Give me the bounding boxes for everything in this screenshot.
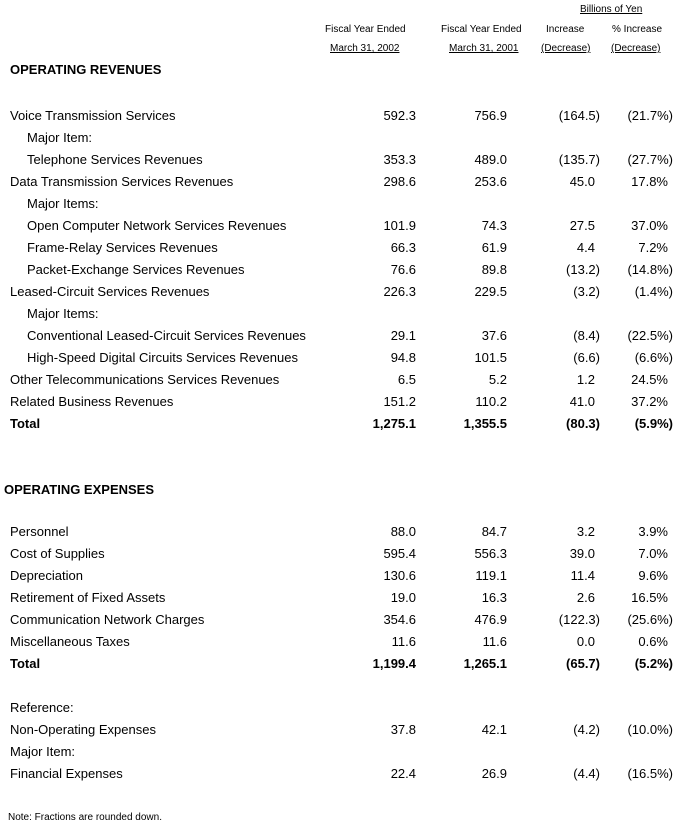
value-fy2002: 298.6: [383, 174, 416, 189]
row-label: Data Transmission Services Revenues: [10, 174, 234, 189]
table-row: [0, 108, 680, 130]
table-row: [0, 744, 680, 766]
table-row: [0, 546, 680, 568]
value-fy2002: 19.0: [390, 590, 416, 605]
value-fy2002: 353.3: [383, 152, 416, 167]
value-change: 41.0: [569, 394, 595, 409]
col3-header-line2: (Decrease): [541, 43, 591, 54]
value-fy2001: 11.6: [482, 634, 507, 649]
value-fy2001: 1,355.5: [463, 416, 507, 431]
row-label: Major Item:: [10, 744, 76, 759]
table-row: [0, 612, 680, 634]
row-label: Major Items:: [27, 196, 99, 211]
value-fy2001: 119.1: [475, 568, 507, 583]
row-label: Financial Expenses: [10, 766, 123, 781]
row-label: Total: [10, 656, 41, 671]
table-row: [0, 590, 680, 612]
value-change: (4.4): [573, 766, 600, 781]
value-fy2001: 229.5: [474, 284, 507, 299]
col3-header-line1: Increase: [546, 24, 585, 35]
value-fy2002: 37.8: [390, 722, 416, 737]
table-row: [0, 306, 680, 328]
row-label: Voice Transmission Services: [10, 108, 176, 123]
value-pct-change: (25.6%): [627, 612, 673, 627]
row-label: Packet-Exchange Services Revenues: [27, 262, 245, 277]
value-fy2002: 354.6: [383, 612, 416, 627]
row-label: Reference:: [10, 700, 74, 715]
value-fy2002: 76.6: [390, 262, 416, 277]
value-fy2001: 61.9: [481, 240, 507, 255]
value-change: 2.6: [576, 590, 595, 605]
row-label: Major Items:: [27, 306, 99, 321]
value-pct-change: 37.2%: [631, 394, 668, 409]
col2-header-line1: Fiscal Year Ended: [441, 24, 522, 35]
table-row: [0, 328, 680, 350]
col1-header-line2: March 31, 2002: [330, 43, 400, 54]
value-pct-change: (6.6%): [634, 350, 673, 365]
total-row: [0, 656, 680, 678]
value-change: (80.3): [566, 416, 600, 431]
row-label: Depreciation: [10, 568, 83, 583]
unit-label: Billions of Yen: [580, 4, 643, 15]
value-fy2002: 1,199.4: [372, 656, 416, 671]
col4-header-line1: % Increase: [612, 24, 663, 35]
value-pct-change: (22.5%): [627, 328, 673, 343]
value-change: 39.0: [569, 546, 595, 561]
value-fy2002: 595.4: [383, 546, 416, 561]
value-pct-change: (5.2%): [634, 656, 673, 671]
table-row: [0, 130, 680, 152]
value-fy2001: 110.2: [475, 394, 507, 409]
table-row: [0, 284, 680, 306]
row-label: Telephone Services Revenues: [27, 152, 203, 167]
value-pct-change: 24.5%: [631, 372, 668, 387]
value-change: 11.4: [570, 568, 595, 583]
value-change: (6.6): [573, 350, 600, 365]
value-change: 3.2: [576, 524, 595, 539]
row-label: Other Telecommunications Services Revenues: [10, 372, 280, 387]
value-change: 1.2: [576, 372, 595, 387]
table-row: [0, 152, 680, 174]
value-fy2001: 16.3: [481, 590, 507, 605]
table-row: [0, 196, 680, 218]
table-row: [0, 524, 680, 546]
value-fy2001: 556.3: [474, 546, 507, 561]
table-row: [0, 240, 680, 262]
row-label: Related Business Revenues: [10, 394, 174, 409]
value-pct-change: (21.7%): [627, 108, 673, 123]
table-row: [0, 766, 680, 788]
value-fy2001: 89.8: [481, 262, 507, 277]
value-pct-change: 16.5%: [631, 590, 668, 605]
table-row: [0, 700, 680, 722]
value-fy2001: 756.9: [474, 108, 507, 123]
value-fy2001: 26.9: [481, 766, 507, 781]
value-pct-change: (1.4%): [634, 284, 673, 299]
table-row: [0, 568, 680, 590]
table-row: [0, 174, 680, 196]
col2-header-line2: March 31, 2001: [449, 43, 519, 54]
value-fy2002: 88.0: [390, 524, 416, 539]
value-pct-change: (14.8%): [627, 262, 673, 277]
value-change: (164.5): [558, 108, 600, 123]
value-change: (8.4): [573, 328, 600, 343]
value-fy2002: 29.1: [390, 328, 416, 343]
value-fy2002: 1,275.1: [372, 416, 416, 431]
value-fy2001: 5.2: [488, 372, 507, 387]
row-label: Personnel: [10, 524, 69, 539]
row-label: Major Item:: [27, 130, 93, 145]
value-change: 45.0: [569, 174, 595, 189]
row-label: Leased-Circuit Services Revenues: [10, 284, 210, 299]
value-pct-change: (27.7%): [627, 152, 673, 167]
value-fy2002: 226.3: [383, 284, 416, 299]
table-row: [0, 394, 680, 416]
row-label: Cost of Supplies: [10, 546, 105, 561]
table-row: [0, 722, 680, 744]
row-label: Open Computer Network Services Revenues: [27, 218, 287, 233]
value-change: 4.4: [576, 240, 595, 255]
value-fy2002: 592.3: [383, 108, 416, 123]
row-label: Retirement of Fixed Assets: [10, 590, 166, 605]
value-change: (65.7): [566, 656, 600, 671]
value-change: (13.2): [566, 262, 600, 277]
row-label: Total: [10, 416, 41, 431]
value-fy2001: 476.9: [474, 612, 507, 627]
operating-revenues-title: OPERATING REVENUES: [10, 62, 162, 77]
row-label: Communication Network Charges: [10, 612, 205, 627]
value-fy2001: 74.3: [481, 218, 507, 233]
row-label: High-Speed Digital Circuits Services Revenues: [27, 350, 298, 365]
value-fy2002: 151.2: [383, 394, 416, 409]
value-fy2002: 130.6: [383, 568, 416, 583]
row-label: Miscellaneous Taxes: [10, 634, 130, 649]
value-pct-change: (16.5%): [627, 766, 673, 781]
table-row: [0, 262, 680, 284]
value-change: 27.5: [569, 218, 595, 233]
value-fy2002: 22.4: [390, 766, 416, 781]
value-fy2002: 11.6: [391, 634, 416, 649]
table-row: [0, 372, 680, 394]
value-fy2001: 1,265.1: [463, 656, 507, 671]
value-change: (3.2): [573, 284, 600, 299]
row-label: Conventional Leased-Circuit Services Revenues: [27, 328, 306, 343]
value-fy2002: 6.5: [397, 372, 416, 387]
row-label: Frame-Relay Services Revenues: [27, 240, 218, 255]
operating-expenses-title: OPERATING EXPENSES: [4, 482, 155, 497]
table-row: [0, 218, 680, 240]
value-fy2001: 489.0: [474, 152, 507, 167]
value-fy2002: 101.9: [383, 218, 416, 233]
value-fy2002: 66.3: [390, 240, 416, 255]
value-change: (4.2): [573, 722, 600, 737]
table-row: [0, 350, 680, 372]
col1-header-line1: Fiscal Year Ended: [325, 24, 406, 35]
row-label: Non-Operating Expenses: [10, 722, 156, 737]
value-pct-change: 7.0%: [638, 546, 668, 561]
total-row: [0, 416, 680, 438]
value-fy2001: 37.6: [481, 328, 507, 343]
value-pct-change: 7.2%: [638, 240, 668, 255]
value-pct-change: 0.6%: [638, 634, 668, 649]
table-row: [0, 634, 680, 656]
value-pct-change: (10.0%): [627, 722, 673, 737]
value-pct-change: (5.9%): [634, 416, 673, 431]
value-change: (122.3): [558, 612, 600, 627]
col4-header-line2: (Decrease): [611, 43, 661, 54]
value-change: (135.7): [558, 152, 600, 167]
value-fy2001: 101.5: [474, 350, 507, 365]
value-fy2001: 253.6: [474, 174, 507, 189]
value-pct-change: 3.9%: [638, 524, 668, 539]
value-pct-change: 37.0%: [631, 218, 668, 233]
footnote: Note: Fractions are rounded down.: [8, 812, 162, 823]
value-pct-change: 17.8%: [631, 174, 668, 189]
value-fy2001: 42.1: [481, 722, 507, 737]
value-pct-change: 9.6%: [638, 568, 668, 583]
value-change: 0.0: [576, 634, 595, 649]
value-fy2001: 84.7: [481, 524, 507, 539]
value-fy2002: 94.8: [390, 350, 416, 365]
